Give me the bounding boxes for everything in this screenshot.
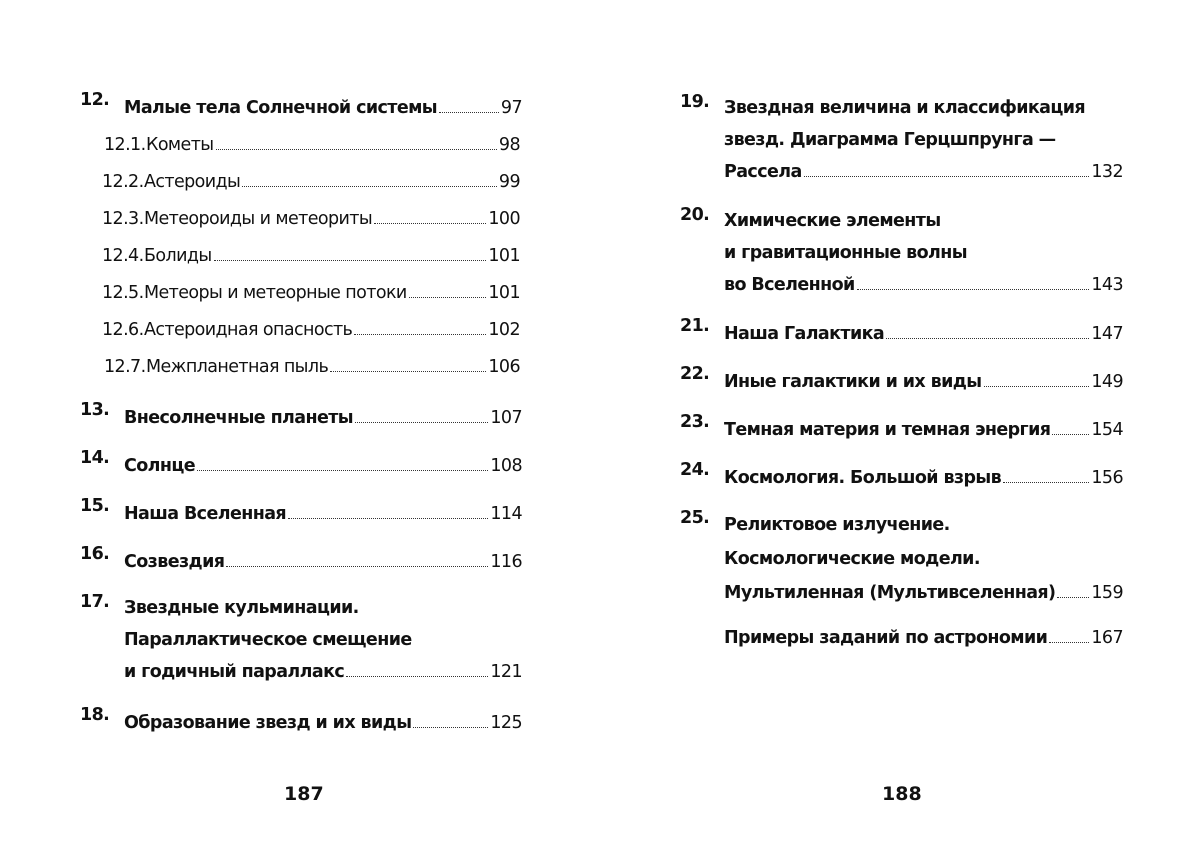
leader-dots [216, 149, 497, 150]
leader-dots [355, 422, 488, 423]
toc-entry[interactable] [80, 400, 522, 437]
leader-dots [214, 260, 487, 261]
entry-title: Иные галактики и их виды [724, 372, 982, 392]
entry-title: Образование звезд и их виды [124, 713, 412, 733]
entry-title-line: Рассела [724, 162, 802, 182]
toc-entry[interactable] [680, 412, 1123, 449]
leader-dots [1052, 434, 1089, 435]
entry-number: 13. [80, 400, 110, 420]
entry-title-line: Параллактическое смещение [124, 630, 412, 650]
entry-number: 18. [80, 705, 110, 725]
subentry-page: 102 [488, 320, 520, 340]
subentry-page: 100 [488, 209, 520, 229]
toc-subentry[interactable] [104, 349, 520, 386]
entry-page: 132 [1091, 162, 1123, 182]
entry-number: 17. [80, 592, 110, 612]
subentry-number: 12.1. [104, 135, 146, 155]
subentry-page: 106 [488, 357, 520, 377]
entry-title-line: Звездные кульминации. [124, 598, 359, 618]
toc-entry[interactable] [80, 90, 522, 127]
subentry-page: 101 [488, 246, 520, 266]
subentry-number: 12.5. [102, 283, 144, 303]
entry-page: 147 [1091, 324, 1123, 344]
toc-entry[interactable] [80, 496, 522, 533]
entry-title: Созвездия [124, 552, 225, 572]
entry-page: 154 [1091, 420, 1123, 440]
page-number: 187 [284, 783, 324, 805]
leader-dots [439, 112, 499, 113]
entry-page: 125 [490, 713, 522, 733]
entry-title: Космология. Большой взрыв [724, 468, 1002, 488]
entry-title: Солнце [124, 456, 196, 476]
toc-subentry[interactable] [104, 127, 520, 164]
toc-entry[interactable] [680, 460, 1123, 497]
leader-dots [804, 176, 1090, 177]
leader-dots [346, 676, 488, 677]
entry-number: 16. [80, 544, 110, 564]
entry-page: 116 [490, 552, 522, 572]
toc-entry[interactable] [680, 92, 1123, 188]
leader-dots [374, 223, 486, 224]
subentry-number: 12.2. [102, 172, 144, 192]
entry-title-line: Химические элементы [724, 211, 941, 231]
entry-number: 20. [680, 205, 710, 225]
subentry-title: Болиды [144, 246, 212, 266]
toc-entry[interactable] [680, 364, 1123, 401]
entry-title: Наша Галактика [724, 324, 885, 344]
subentry-title: Метеоры и метеорные потоки [144, 283, 407, 303]
entry-page: 108 [490, 456, 522, 476]
leader-dots [409, 297, 487, 298]
subentry-page: 99 [498, 172, 520, 192]
entry-title: Внесолнечные планеты [124, 408, 354, 428]
entry-page: 159 [1091, 583, 1123, 603]
subentry-number: 12.7. [104, 357, 146, 377]
entry-number: 24. [680, 460, 710, 480]
toc-subentry[interactable] [102, 275, 520, 312]
subentry-page: 98 [498, 135, 520, 155]
subentry-number: 12.6. [102, 320, 144, 340]
toc-entry[interactable] [80, 544, 522, 581]
entry-page: 114 [490, 504, 522, 524]
leader-dots [288, 518, 488, 519]
entry-title-line: звезд. Диаграмма Герцшпрунга — [724, 130, 1056, 150]
entry-number: 23. [680, 412, 710, 432]
right-page [600, 0, 1200, 867]
leader-dots [1003, 482, 1089, 483]
entry-title-line: Космологические модели. [724, 549, 980, 569]
entry-page: 167 [1091, 628, 1123, 648]
toc-entry[interactable] [80, 448, 522, 485]
entry-title-line: во Вселенной [724, 275, 855, 295]
toc-subentry[interactable] [102, 201, 520, 238]
entry-number [680, 620, 724, 657]
subentry-title: Межпланетная пыль [146, 357, 329, 377]
entry-title: Наша Вселенная [124, 504, 287, 524]
leader-dots [354, 334, 486, 335]
entry-page: 97 [500, 98, 522, 118]
subentry-number: 12.4. [102, 246, 144, 266]
entry-page: 149 [1091, 372, 1123, 392]
entry-number: 14. [80, 448, 110, 468]
toc-subentry[interactable] [102, 312, 520, 349]
entry-number: 19. [680, 92, 710, 112]
subentry-title: Кометы [146, 135, 214, 155]
leader-dots [1049, 642, 1089, 643]
entry-number: 12. [80, 90, 110, 110]
entry-number: 22. [680, 364, 710, 384]
entry-page: 156 [1091, 468, 1123, 488]
subentry-title: Астероиды [144, 172, 241, 192]
leader-dots [330, 371, 486, 372]
subentry-number: 12.3. [102, 209, 144, 229]
entry-number: 21. [680, 316, 710, 336]
entry-page: 143 [1091, 275, 1123, 295]
leader-dots [1057, 597, 1089, 598]
toc-entry[interactable] [80, 592, 522, 688]
subentry-title: Метеороиды и метеориты [144, 209, 373, 229]
toc-entry[interactable] [80, 705, 522, 742]
toc-entry[interactable] [680, 316, 1123, 353]
toc-entry[interactable] [680, 620, 1123, 657]
page-number: 188 [882, 783, 922, 805]
entry-title-line: и годичный параллакс [124, 662, 345, 682]
entry-page: 121 [490, 662, 522, 682]
entry-title-line: и гравитационные волны [724, 243, 967, 263]
leader-dots [984, 386, 1090, 387]
entry-title-line: Реликтовое излучение. [724, 515, 950, 535]
leader-dots [886, 338, 1089, 339]
leader-dots [413, 727, 488, 728]
leader-dots [197, 470, 488, 471]
leader-dots [242, 186, 497, 187]
subentry-page: 101 [488, 283, 520, 303]
entry-title-line: Мультиленная (Мультивселенная) [724, 583, 1056, 603]
entry-page: 107 [490, 408, 522, 428]
entry-title: Темная материя и темная энергия [724, 420, 1051, 440]
toc-entry[interactable] [680, 205, 1123, 301]
entry-title: Малые тела Солнечной системы [124, 98, 438, 118]
leader-dots [857, 289, 1090, 290]
toc-subentry[interactable] [102, 164, 520, 201]
entry-title-line: Звездная величина и классификация [724, 98, 1086, 118]
entry-number: 25. [680, 508, 710, 528]
toc-entry[interactable] [680, 508, 1123, 610]
entry-number: 15. [80, 496, 110, 516]
subentry-title: Астероидная опасность [144, 320, 353, 340]
leader-dots [226, 566, 488, 567]
entry-title: Примеры заданий по астрономии [724, 628, 1048, 648]
toc-subentry[interactable] [102, 238, 520, 275]
